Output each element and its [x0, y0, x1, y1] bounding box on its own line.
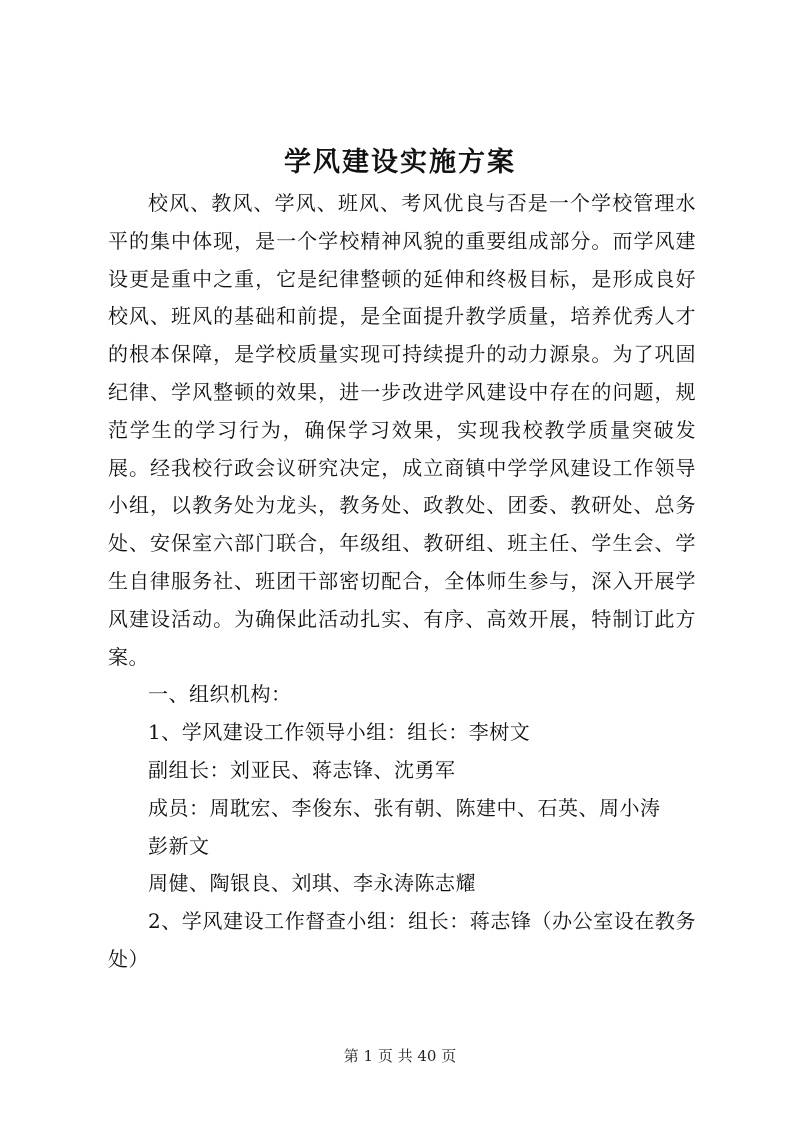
page-number-footer: 第 1 页 共 40 页	[343, 1047, 457, 1065]
group2-heading: 2、学风建设工作督查小组：组长：蒋志锋（办公室设在教务处）	[108, 909, 696, 971]
document-title: 学风建设实施方案	[284, 147, 516, 178]
document-body	[108, 185, 696, 979]
section-heading: 一、组织机构：	[148, 682, 292, 707]
group1-members-line2: 彭新文	[148, 833, 210, 858]
intro-paragraph: 校风、教风、学风、班风、考风优良与否是一个学校管理水平的集中体现，是一个学校精神风貌的重要组成部分。而学风建设更是重中之重，它是纪律整顿的延伸和终极目标，是形成良好校风、班风的基础和前提，是全面提升教学质量，培养优秀人才的根本保障，是学校质量实现可持续提升的动力源泉。为了巩固纪律、学风整顿的效果，进一步改进学风建设中存在的问题，规范学生的学习行为，确保学习效果，实现我校教学质量突破发展。经我校行政会议研究决定，成立商镇中学学风建设工作领导小组，以教务处为龙头，教务处、政教处、团委、教研处、总务处、安保室六部门联合，年级组、教研组、班主任、学生会、学生自律服务社、班团干部密切配合，全体师生参与，深入开展学风建设活动。为确保此活动扎实、有序、高效开展，特制订此方案。	[108, 191, 696, 669]
group1-heading: 1、学风建设工作领导小组：组长：李树文	[148, 720, 531, 745]
group1-members-line3: 周健、陶银良、刘琪、李永涛陈志耀	[148, 871, 476, 896]
group1-deputy: 副组长：刘亚民、蒋志锋、沈勇军	[148, 757, 456, 782]
group1-members-line1: 成员：周耽宏、李俊东、张有朝、陈建中、石英、周小涛	[148, 795, 661, 820]
